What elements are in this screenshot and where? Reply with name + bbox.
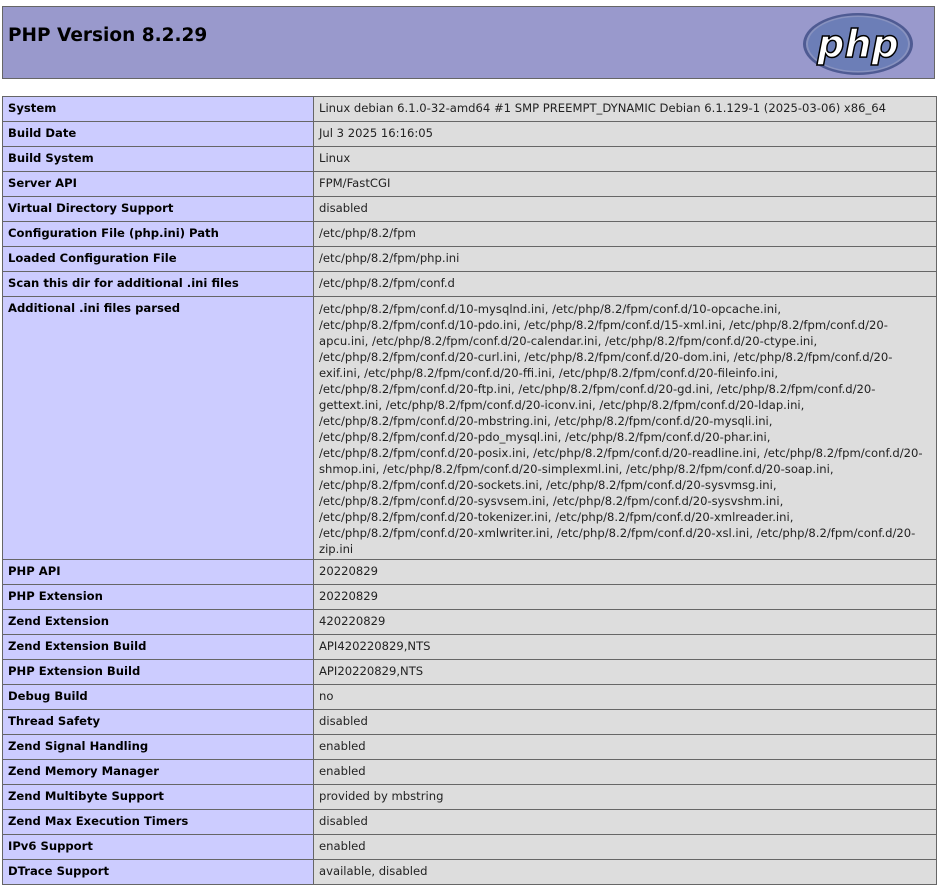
row-value: enabled (314, 835, 937, 860)
row-key: Scan this dir for additional .ini files (3, 272, 314, 297)
table-row (3, 122, 937, 147)
table-row (3, 97, 937, 122)
row-value: /etc/php/8.2/fpm (314, 222, 937, 247)
row-value: API20220829,NTS (314, 660, 937, 685)
table-row (3, 560, 937, 585)
row-value: enabled (314, 735, 937, 760)
row-value: enabled (314, 760, 937, 785)
table-row (3, 247, 937, 272)
row-value: FPM/FastCGI (314, 172, 937, 197)
row-key: PHP Extension (3, 585, 314, 610)
table-row (3, 810, 937, 835)
php-version-header (2, 6, 935, 79)
table-row (3, 710, 937, 735)
row-key: Zend Extension (3, 610, 314, 635)
row-value: /etc/php/8.2/fpm/conf.d/10-mysqlnd.ini, /etc/php/8.2/fpm/conf.d/10-opcache.ini, /etc/php/8.2/fpm/conf.d/10-pdo.ini, /etc/php/8.2/fpm/conf.d/15-xml.ini, /etc/php/8.2/fpm/conf.d/20-apcu.ini, /etc/php/8.2/fpm/conf.d/20-calendar.ini, /etc/php/8.2/fpm/conf.d/20-ctype.ini, /etc/php/8.2/fpm/conf.d/20-curl.ini, /etc/php/8.2/fpm/conf.d/20-dom.ini, /etc/php/8.2/fpm/conf.d/20-exif.ini, /etc/php/8.2/fpm/conf.d/20-ffi.ini, /etc/php/8.2/fpm/conf.d/20-fileinfo.ini, /etc/php/8.2/fpm/conf.d/20-ftp.ini, /etc/php/8.2/fpm/conf.d/20-gd.ini, /etc/php/8.2/fpm/conf.d/20-gettext.ini, /etc/php/8.2/fpm/conf.d/20-iconv.ini, /etc/php/8.2/fpm/conf.d/20-ldap.ini, /etc/php/8.2/fpm/conf.d/20-mbstring.ini, /etc/php/8.2/fpm/conf.d/20-mysqli.ini, /etc/php/8.2/fpm/conf.d/20-pdo_mysql.ini, /etc/php/8.2/fpm/conf.d/20-phar.ini, /etc/php/8.2/fpm/conf.d/20-posix.ini, /etc/php/8.2/fpm/conf.d/20-readline.ini, /etc/php/8.2/fpm/conf.d/20-shmop.ini, /etc/php/8.2/fpm/conf.d/20-simplexml.ini, /etc/php/8.2/fpm/conf.d/20-soap.ini, /etc/php/8.2/fpm/conf.d/20-sockets.ini, /etc/php/8.2/fpm/conf.d/20-sysvmsg.ini, /etc/php/8.2/fpm/conf.d/20-sysvsem.ini, /etc/php/8.2/fpm/conf.d/20-sysvshm.ini, /etc/php/8.2/fpm/conf.d/20-tokenizer.ini, /etc/php/8.2/fpm/conf.d/20-xmlreader.ini, /etc/php/8.2/fpm/conf.d/20-xmlwriter.ini, /etc/php/8.2/fpm/conf.d/20-xsl.ini, /etc/php/8.2/fpm/conf.d/20-zip.ini (314, 297, 937, 560)
row-key: Build Date (3, 122, 314, 147)
table-row (3, 660, 937, 685)
row-value: 20220829 (314, 560, 937, 585)
php-logo-text: php (817, 22, 899, 66)
row-key: Thread Safety (3, 710, 314, 735)
row-key: Configuration File (php.ini) Path (3, 222, 314, 247)
row-key: Zend Memory Manager (3, 760, 314, 785)
table-row (3, 147, 937, 172)
row-key: Build System (3, 147, 314, 172)
row-key: Virtual Directory Support (3, 197, 314, 222)
row-key: Debug Build (3, 685, 314, 710)
table-row (3, 635, 937, 660)
row-key: System (3, 97, 314, 122)
php-logo-icon (802, 12, 914, 76)
table-row (3, 272, 937, 297)
row-key: Zend Extension Build (3, 635, 314, 660)
row-key: Server API (3, 172, 314, 197)
row-value: provided by mbstring (314, 785, 937, 810)
table-row (3, 835, 937, 860)
table-row (3, 860, 937, 885)
table-row (3, 585, 937, 610)
row-value: /etc/php/8.2/fpm/conf.d (314, 272, 937, 297)
row-value: disabled (314, 197, 937, 222)
row-key: Zend Signal Handling (3, 735, 314, 760)
row-value: Linux (314, 147, 937, 172)
table-row (3, 222, 937, 247)
table-row (3, 735, 937, 760)
php-info-table (2, 96, 937, 885)
row-key: Loaded Configuration File (3, 247, 314, 272)
table-row (3, 172, 937, 197)
row-key: DTrace Support (3, 860, 314, 885)
row-value: no (314, 685, 937, 710)
table-row (3, 297, 937, 560)
row-key: Zend Max Execution Timers (3, 810, 314, 835)
row-value: /etc/php/8.2/fpm/php.ini (314, 247, 937, 272)
row-value: disabled (314, 710, 937, 735)
row-key: IPv6 Support (3, 835, 314, 860)
row-key: PHP Extension Build (3, 660, 314, 685)
row-value: 420220829 (314, 610, 937, 635)
row-value: API420220829,NTS (314, 635, 937, 660)
table-row (3, 610, 937, 635)
row-key: Additional .ini files parsed (3, 297, 314, 560)
row-value: Linux debian 6.1.0-32-amd64 #1 SMP PREEMPT_DYNAMIC Debian 6.1.129-1 (2025-03-06) x86_64 (314, 97, 937, 122)
row-value: disabled (314, 810, 937, 835)
row-value: available, disabled (314, 860, 937, 885)
row-value: Jul 3 2025 16:16:05 (314, 122, 937, 147)
php-logo[interactable] (802, 12, 914, 80)
row-value: 20220829 (314, 585, 937, 610)
page-title: PHP Version 8.2.29 (8, 25, 208, 46)
table-row (3, 197, 937, 222)
table-row (3, 685, 937, 710)
table-row (3, 785, 937, 810)
row-key: PHP API (3, 560, 314, 585)
row-key: Zend Multibyte Support (3, 785, 314, 810)
table-row (3, 760, 937, 785)
